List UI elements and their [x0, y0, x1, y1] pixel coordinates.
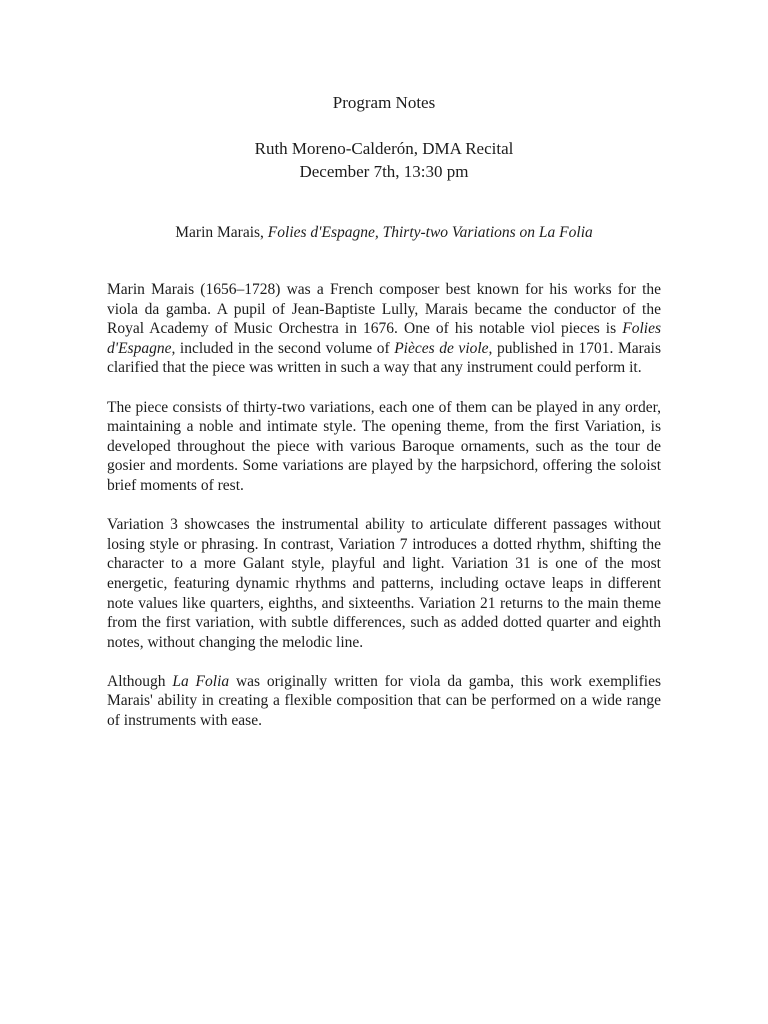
- paragraph-4-italic-b: La Folia: [172, 672, 230, 690]
- recital-date: December 7th, 13:30 pm: [299, 162, 469, 181]
- work-composer: Marin Marais,: [175, 224, 268, 241]
- work-title: Folies d'Espagne, Thirty-two Variations on La Folia: [267, 224, 593, 241]
- paragraph-1-text-e: published in 1701. Marais clarified that the piece was written in such a way that any instrument could perform it.: [107, 339, 662, 377]
- work-heading: [0, 223, 768, 243]
- paragraph-1-text-c: included in the second volume of: [175, 339, 395, 357]
- paragraph-4: [107, 672, 661, 731]
- document-body: [107, 280, 661, 750]
- recital-name: Ruth Moreno-Calderón, DMA Recital: [254, 139, 514, 158]
- paragraph-2: The piece consists of thirty-two variations, each one of them can be played in any order, maintaining a noble and intimate style. The opening theme, from the first Variation, is developed throughout the piece with various Baroque ornaments, such as the tour de gosier and mordents. Some variations are played by the harpsichord, offering the soloist brief moments of rest.: [107, 398, 661, 494]
- paragraph-4-text-a: Although: [107, 672, 173, 690]
- paragraph-1-italic-b: Folies d'Espagne,: [107, 320, 661, 357]
- paragraph-1-text-a: Marin Marais (1656–1728) was a French composer best known for his works for the viola da gamba. A pupil of Jean-Baptiste Lully, Marais became the conductor of the Royal Academy of Music Orchestra in 1676. One of his notable viol pieces is: [107, 281, 661, 338]
- paragraph-1: [107, 280, 661, 378]
- document-title: Program Notes: [332, 93, 436, 112]
- paragraph-3: Variation 3 showcases the instrumental ability to articulate different passages without losing style or phrasing. In contrast, Variation 7 introduces a dotted rhythm, shifting the character to a more Galant style, playful and light. Variation 31 is one of the most energetic, featuring dynamic rhythms and patterns, including octave leaps in different note values like quarters, eighths, and sixteenths. Variation 21 returns to the main theme from the first variation, with subtle differences, such as added dotted quarter and eighth notes, without changing the melodic line.: [107, 516, 661, 651]
- paragraph-1-italic-d: Pièces de viole,: [394, 339, 493, 357]
- paragraph-4-text-c: was originally written for viola da gamba, this work exemplifies Marais' ability in creating a flexible composition that can be performed on a wide range of instruments with ease.: [107, 672, 661, 730]
